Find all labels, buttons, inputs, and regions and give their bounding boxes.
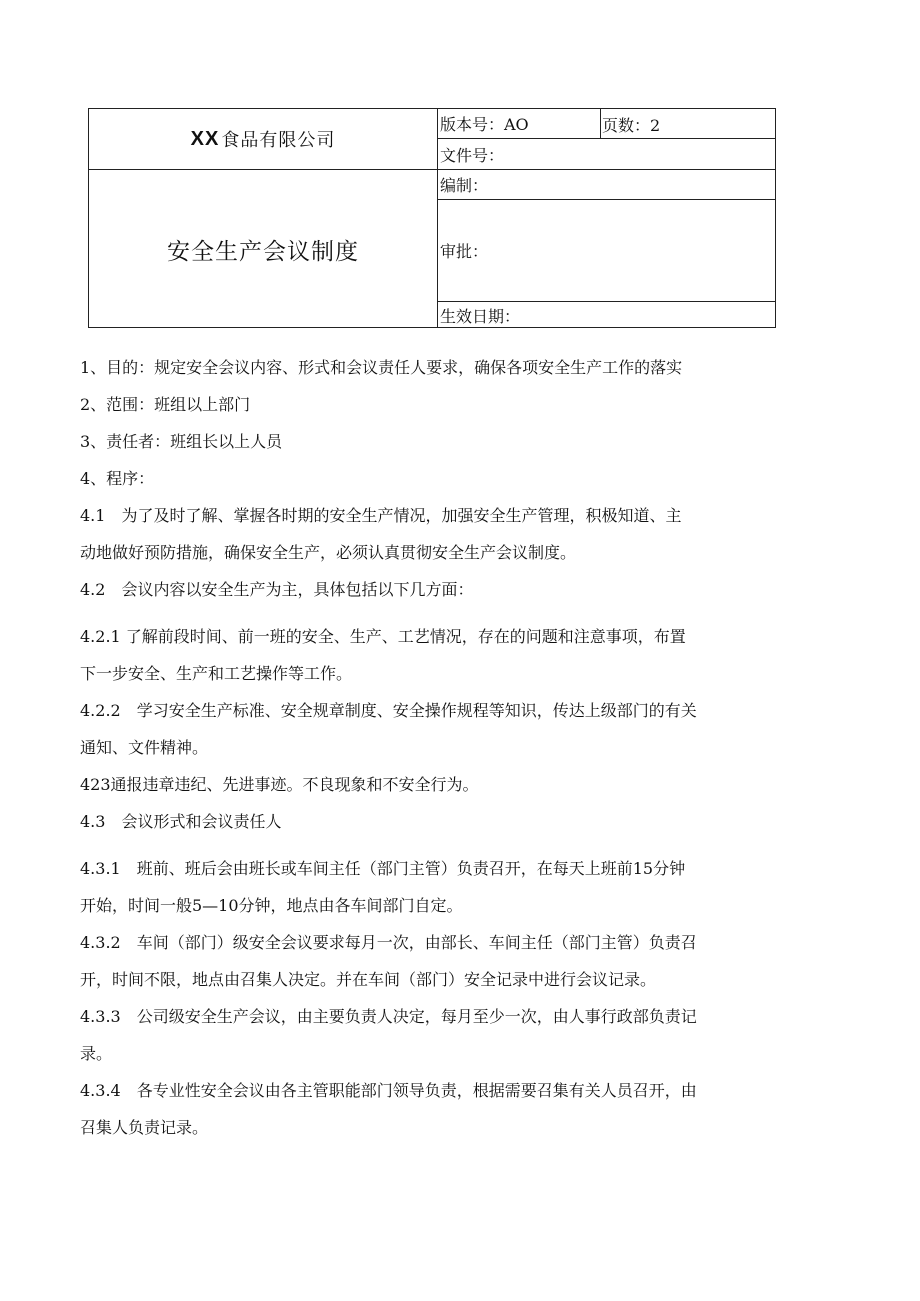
para-4-2-2-line1: 4.2.2 学习安全生产标准、安全规章制度、安全操作规程等知识，传达上级部门的有关: [80, 701, 697, 720]
version-page-divider: [600, 109, 601, 139]
document-body: [80, 349, 782, 1146]
page-count: 页数：2: [602, 115, 661, 135]
para-4-3-4-line2: 召集人负责记录。: [80, 1118, 209, 1137]
para-4-2-2-line2: 通知、文件精神。: [80, 738, 209, 757]
effective-date-row: [438, 302, 775, 328]
document-header-table: [88, 108, 776, 328]
para-4-2-1-line1: 4.2.1 了解前段时间、前一班的安全、生产、工艺情况，存在的问题和注意事项，布置: [80, 627, 686, 646]
para-purpose: 1、目的：规定安全会议内容、形式和会议责任人要求，确保各项安全生产工作的落实: [80, 358, 683, 377]
para-4-3: 4.3 会议形式和会议责任人: [80, 812, 282, 831]
para-4-3-2-line1: 4.3.2 车间（部门）级安全会议要求每月一次，由部长、车间主任（部门主管）负责召: [80, 933, 697, 952]
para-4-2-1-line2: 下一步安全、生产和工艺操作等工作。: [80, 664, 353, 683]
compiled-by: 编制：: [440, 176, 489, 195]
effective-date: 生效日期：: [440, 306, 521, 326]
approved-row: [438, 200, 775, 302]
para-4-1-line1: 4.1 为了及时了解、掌握各时期的安全生产情况，加强安全生产管理，积极知道、主: [80, 506, 682, 525]
file-number-row: [438, 139, 775, 170]
company-prefix: XX: [190, 127, 220, 150]
approved-by: 审批：: [440, 242, 489, 261]
para-responsible: 3、责任者：班组长以上人员: [80, 432, 283, 451]
para-4-2: 4.2 会议内容以安全生产为主，具体包括以下几方面：: [80, 580, 474, 599]
para-4-3-4-line1: 4.3.4 各专业性安全会议由各主管职能部门领导负责，根据需要召集有关人员召开，由: [80, 1081, 697, 1100]
para-4-3-3-line1: 4.3.3 公司级安全生产会议，由主要负责人决定，每月至少一次，由人事行政部负责记: [80, 1007, 697, 1026]
file-number: 文件号：: [440, 145, 505, 165]
para-4-3-1-line1: 4.3.1 班前、班后会由班长或车间主任（部门主管）负责召开，在每天上班前15分钟: [80, 859, 686, 878]
para-4-1-line2: 动地做好预防措施，确保安全生产，必须认真贯彻安全生产会议制度。: [80, 543, 577, 562]
version-number: 版本号：AO: [440, 115, 529, 134]
company-name: [89, 109, 438, 170]
para-4-3-2-line2: 开，时间不限，地点由召集人决定。并在车间（部门）安全记录中进行会议记录。: [80, 970, 657, 989]
document-title: 安全生产会议制度: [89, 170, 438, 328]
para-procedure: 4、程序：: [80, 469, 155, 488]
company-name-text: 食品有限公司: [221, 130, 336, 151]
para-4-3-3-line2: 录。: [80, 1044, 113, 1063]
para-4-2-3: 423通报违章违纪、先进事迹。不良现象和不安全行为。: [80, 775, 479, 794]
para-4-3-1-line2: 开始，时间一般5—10分钟，地点由各车间部门自定。: [80, 896, 463, 915]
compiled-row: [438, 170, 775, 200]
para-scope: 2、范围：班组以上部门: [80, 395, 251, 414]
